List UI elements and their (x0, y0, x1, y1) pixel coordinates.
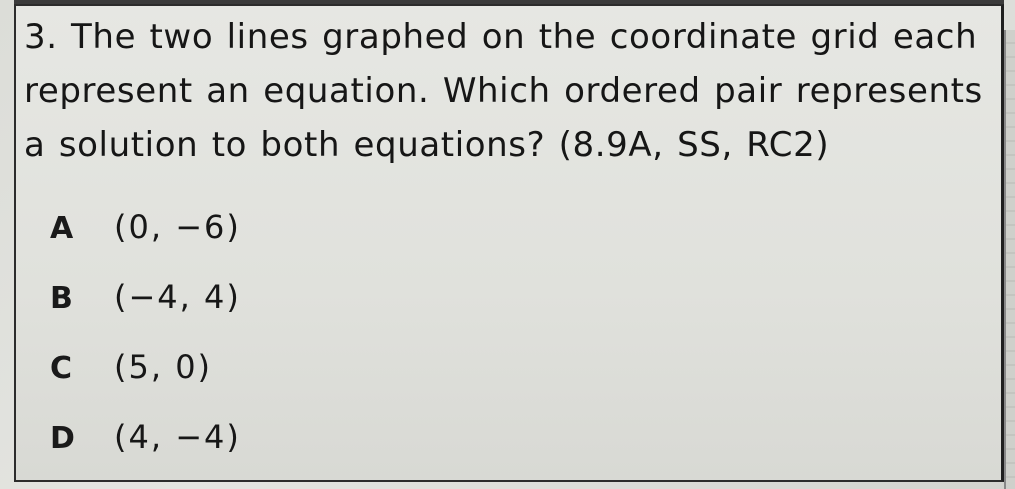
adjacent-page-edge (1004, 30, 1015, 489)
choice-text: (0, −6) (114, 208, 241, 246)
choice-text: (−4, 4) (114, 278, 241, 316)
choice-letter: A (50, 211, 74, 246)
choice-d[interactable] (50, 418, 241, 488)
choice-text: (4, −4) (114, 418, 241, 456)
choice-c[interactable] (50, 348, 241, 418)
choice-letter: D (50, 421, 75, 456)
choice-b[interactable] (50, 278, 241, 348)
choice-letter: B (50, 281, 73, 316)
choice-a[interactable] (50, 208, 241, 278)
choice-letter: C (50, 351, 73, 386)
choice-text: (5, 0) (114, 348, 213, 386)
answer-choices (50, 208, 241, 488)
question-text: 3. The two lines graphed on the coordinate grid each represent an equation. Which ordered pair represents a solution to both equations? (8.9A, SS, RC2) (24, 17, 983, 165)
